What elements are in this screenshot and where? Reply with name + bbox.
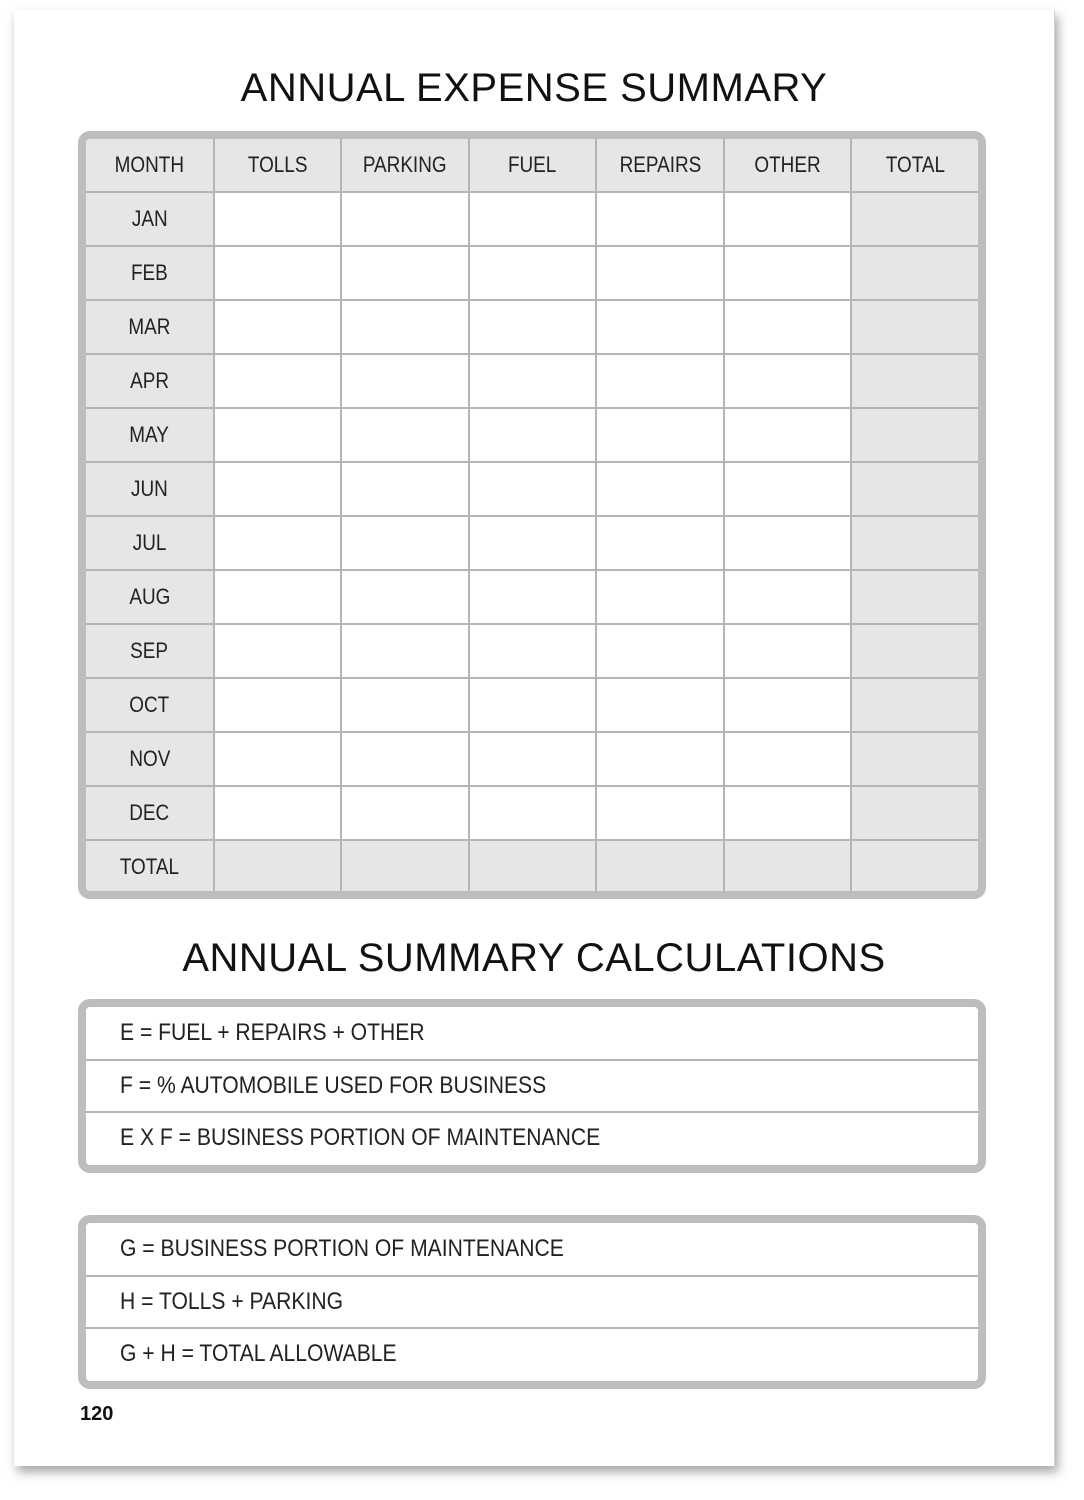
entry-cell-other[interactable] xyxy=(724,570,851,624)
entry-cell-tolls[interactable] xyxy=(214,192,341,246)
entry-cell-fuel[interactable] xyxy=(469,786,596,840)
entry-cell-fuel[interactable] xyxy=(469,624,596,678)
month-label: TOTAL xyxy=(86,840,214,893)
entry-cell-parking[interactable] xyxy=(341,624,469,678)
entry-cell-tolls[interactable] xyxy=(214,624,341,678)
entry-cell-parking[interactable] xyxy=(341,786,469,840)
entry-cell-repairs[interactable] xyxy=(596,624,724,678)
entry-cell-repairs[interactable] xyxy=(596,246,724,300)
entry-cell-repairs[interactable] xyxy=(596,192,724,246)
header-row xyxy=(86,139,978,192)
entry-cell-fuel[interactable] xyxy=(469,462,596,516)
entry-cell-other[interactable] xyxy=(724,678,851,732)
calc-row-exf: E X F = BUSINESS PORTION OF MAINTENANCE xyxy=(86,1111,978,1163)
entry-cell-total[interactable] xyxy=(851,516,978,570)
entry-cell-parking[interactable] xyxy=(341,354,469,408)
entry-cell-tolls[interactable] xyxy=(214,462,341,516)
entry-cell-repairs[interactable] xyxy=(596,354,724,408)
entry-cell-tolls[interactable] xyxy=(214,678,341,732)
entry-cell-tolls[interactable] xyxy=(214,408,341,462)
entry-cell-tolls[interactable] xyxy=(214,246,341,300)
column-header-other: OTHER xyxy=(724,139,851,192)
entry-cell-total[interactable] xyxy=(851,408,978,462)
expense-table xyxy=(78,131,986,899)
entry-cell-total[interactable] xyxy=(851,192,978,246)
entry-cell-other[interactable] xyxy=(724,732,851,786)
entry-cell-total[interactable] xyxy=(851,570,978,624)
entry-cell-repairs[interactable] xyxy=(596,570,724,624)
month-label: SEP xyxy=(86,624,214,678)
entry-cell-repairs[interactable] xyxy=(596,732,724,786)
entry-cell-fuel[interactable] xyxy=(469,192,596,246)
calculation-box-maintenance xyxy=(78,999,986,1173)
table-row xyxy=(86,354,978,408)
entry-cell-parking[interactable] xyxy=(341,192,469,246)
calc-row-f: F = % AUTOMOBILE USED FOR BUSINESS xyxy=(86,1059,978,1111)
entry-cell-fuel[interactable] xyxy=(469,570,596,624)
entry-cell-other[interactable] xyxy=(724,354,851,408)
entry-cell-other[interactable] xyxy=(724,408,851,462)
table-row xyxy=(86,840,978,893)
entry-cell-tolls[interactable] xyxy=(214,354,341,408)
calc-row-e: E = FUEL + REPAIRS + OTHER xyxy=(120,1019,425,1046)
column-header-repairs: REPAIRS xyxy=(596,139,724,192)
entry-cell-fuel[interactable] xyxy=(469,246,596,300)
entry-cell-parking[interactable] xyxy=(341,732,469,786)
table-row xyxy=(86,570,978,624)
page-number: 120 xyxy=(80,1403,114,1425)
column-header-fuel: FUEL xyxy=(469,139,596,192)
entry-cell-fuel[interactable] xyxy=(469,354,596,408)
entry-cell-repairs[interactable] xyxy=(596,462,724,516)
column-header-month: MONTH xyxy=(86,139,214,192)
column-header-tolls: TOLLS xyxy=(214,139,341,192)
entry-cell-tolls[interactable] xyxy=(214,840,341,893)
entry-cell-total[interactable] xyxy=(851,786,978,840)
entry-cell-repairs[interactable] xyxy=(596,786,724,840)
entry-cell-other[interactable] xyxy=(724,246,851,300)
entry-cell-other[interactable] xyxy=(724,840,851,893)
entry-cell-total[interactable] xyxy=(851,678,978,732)
table-row xyxy=(86,300,978,354)
month-label: MAR xyxy=(86,300,214,354)
entry-cell-total[interactable] xyxy=(851,840,978,893)
entry-cell-other[interactable] xyxy=(724,462,851,516)
entry-cell-parking[interactable] xyxy=(341,840,469,893)
entry-cell-parking[interactable] xyxy=(341,408,469,462)
entry-cell-fuel[interactable] xyxy=(469,300,596,354)
entry-cell-fuel[interactable] xyxy=(469,678,596,732)
column-header-total: TOTAL xyxy=(851,139,978,192)
entry-cell-fuel[interactable] xyxy=(469,408,596,462)
calc-row-h: H = TOLLS + PARKING xyxy=(86,1275,978,1327)
page-title: ANNUAL EXPENSE SUMMARY xyxy=(240,66,828,110)
month-label: JUN xyxy=(86,462,214,516)
entry-cell-tolls[interactable] xyxy=(214,786,341,840)
table-row xyxy=(86,786,978,840)
entry-cell-tolls[interactable] xyxy=(214,732,341,786)
table-row xyxy=(86,246,978,300)
month-label: AUG xyxy=(86,570,214,624)
month-label: OCT xyxy=(86,678,214,732)
entry-cell-tolls[interactable] xyxy=(214,570,341,624)
entry-cell-tolls[interactable] xyxy=(214,300,341,354)
entry-cell-total[interactable] xyxy=(851,354,978,408)
entry-cell-total[interactable] xyxy=(851,624,978,678)
entry-cell-other[interactable] xyxy=(724,192,851,246)
entry-cell-fuel[interactable] xyxy=(469,516,596,570)
calculation-box-allowable xyxy=(78,1215,986,1389)
entry-cell-repairs[interactable] xyxy=(596,300,724,354)
entry-cell-repairs[interactable] xyxy=(596,408,724,462)
table-row xyxy=(86,462,978,516)
entry-cell-repairs[interactable] xyxy=(596,840,724,893)
entry-cell-total[interactable] xyxy=(851,732,978,786)
entry-cell-other[interactable] xyxy=(724,624,851,678)
month-label: APR xyxy=(86,354,214,408)
calc-row-gh: G + H = TOTAL ALLOWABLE xyxy=(86,1327,978,1379)
entry-cell-total[interactable] xyxy=(851,462,978,516)
page xyxy=(14,10,1055,1466)
month-label: MAY xyxy=(86,408,214,462)
entry-cell-repairs[interactable] xyxy=(596,678,724,732)
calculations-title: ANNUAL SUMMARY CALCULATIONS xyxy=(182,936,886,980)
month-label: JAN xyxy=(86,192,214,246)
entry-cell-total[interactable] xyxy=(851,300,978,354)
entry-cell-parking[interactable] xyxy=(341,246,469,300)
entry-cell-fuel[interactable] xyxy=(469,840,596,893)
entry-cell-other[interactable] xyxy=(724,300,851,354)
month-label: JUL xyxy=(86,516,214,570)
entry-cell-repairs[interactable] xyxy=(596,516,724,570)
table-row xyxy=(86,678,978,732)
entry-cell-total[interactable] xyxy=(851,246,978,300)
entry-cell-parking[interactable] xyxy=(341,570,469,624)
month-label: DEC xyxy=(86,786,214,840)
table-row xyxy=(86,732,978,786)
table-row xyxy=(86,408,978,462)
table-row xyxy=(86,192,978,246)
entry-cell-other[interactable] xyxy=(724,516,851,570)
entry-cell-parking[interactable] xyxy=(341,516,469,570)
calc-row-g: G = BUSINESS PORTION OF MAINTENANCE xyxy=(120,1235,564,1262)
table-row xyxy=(86,624,978,678)
entry-cell-tolls[interactable] xyxy=(214,516,341,570)
entry-cell-fuel[interactable] xyxy=(469,732,596,786)
entry-cell-parking[interactable] xyxy=(341,678,469,732)
entry-cell-parking[interactable] xyxy=(341,462,469,516)
month-label: NOV xyxy=(86,732,214,786)
column-header-parking: PARKING xyxy=(341,139,469,192)
entry-cell-other[interactable] xyxy=(724,786,851,840)
entry-cell-parking[interactable] xyxy=(341,300,469,354)
table-row xyxy=(86,516,978,570)
month-label: FEB xyxy=(86,246,214,300)
